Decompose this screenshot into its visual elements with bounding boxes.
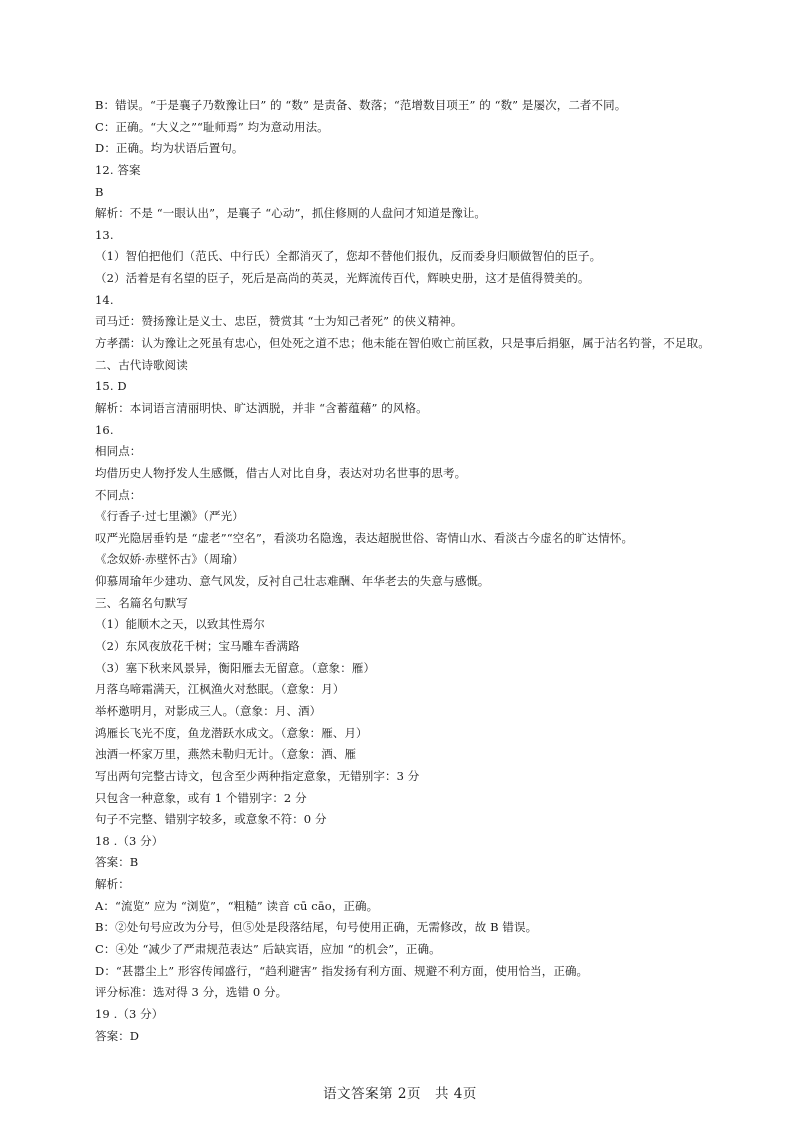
text-line: 解析： — [95, 877, 130, 892]
text-line: 月落乌啼霜满天，江枫渔火对愁眠。（意象：月） — [95, 682, 345, 697]
text-line: 18 .（3 分） — [95, 833, 164, 848]
text-line: 14. — [95, 292, 114, 307]
text-line: D：“甚嚣尘上” 形容传闻盛行，“趋利避害” 指发扬有利方面、规避不利方面，使用恰当，正确。 — [95, 963, 589, 978]
text-line: 只包含一种意象，或有 1 个错别字：2 分 — [95, 790, 307, 805]
text-line: D：正确。均为状语后置句。 — [95, 141, 244, 156]
text-line: 二、古代诗歌阅读 — [95, 357, 188, 372]
text-line: B：错误。“于是襄子乃数豫让曰” 的 “数” 是责备、数落；“范增数目项王” 的 “数” 是屡次，二者不同。 — [95, 98, 627, 112]
text-line: 叹严光隐居垂钓是 “虚老”“空名”，看淡功名隐逸，表达超脱世俗、寄情山水、看淡古今虚名的旷达情怀。 — [95, 530, 634, 545]
text-line: 答案：B — [95, 855, 139, 870]
text-line: 方孝孺：认为豫让之死虽有忠心，但处死之道不忠；他未能在智伯败亡前匡救，只是事后捐躯，属于沽名钓誉，不足取。 — [95, 336, 710, 351]
text-line: B：②处句号应改为分号，但⑤处是段落结尾，句号使用正确，无需修改，故 B 错误。 — [95, 920, 538, 935]
text-line: 三、名篇名句默写 — [95, 595, 188, 610]
text-line: （2）活着是有名望的臣子，死后是高尚的英灵，光辉流传百代，辉映史册，这才是值得赞美的。 — [95, 271, 590, 286]
text-line: 16. — [95, 422, 114, 437]
text-line: 答案：D — [95, 1028, 140, 1043]
text-line: B — [95, 184, 104, 199]
text-line: 12. 答案 — [95, 162, 141, 177]
text-line: 司马迁：赞扬豫让是义士、忠臣，赞赏其 “士为知己者死” 的侠义精神。 — [95, 314, 463, 329]
text-line: 鸿雁长飞光不度，鱼龙潜跃水成文。（意象：雁、月） — [95, 725, 368, 740]
text-line: 《念奴娇·赤壁怀古》（周瑜） — [95, 552, 244, 567]
text-line: C：④处 “减少了严肃规范表达” 后缺宾语，应加 “的机会”，正确。 — [95, 941, 441, 956]
answer-content — [95, 95, 735, 1047]
text-line: （1）能顺木之天，以致其性焉尔 — [95, 617, 265, 632]
text-line: 举杯邀明月，对影成三人。（意象：月、酒） — [95, 703, 322, 718]
page-footer: 语文答案第 2页 共 4页 — [323, 1086, 477, 1102]
text-line: （1）智伯把他们（范氏、中行氏）全都消灭了，您却不替他们报仇，反而委身归顺做智伯的臣子。 — [95, 249, 602, 264]
text-line: （3）塞下秋来风景异，衡阳雁去无留意。（意象：雁） — [95, 660, 376, 675]
text-line: 写出两句完整古诗文，包含至少两种指定意象，无错别字：3 分 — [95, 768, 420, 783]
text-line: 解析：不是 “一眼认出”，是襄子 “心动”，抓住修厕的人盘问才知道是豫让。 — [95, 206, 487, 221]
text-line: 句子不完整、错别字较多，或意象不符：0 分 — [95, 812, 327, 827]
text-line: 19 .（3 分） — [95, 1006, 164, 1021]
text-line: 13. — [95, 227, 114, 242]
text-line: 仰慕周瑜年少建功、意气风发，反衬自己壮志难酬、年华老去的失意与感慨。 — [95, 574, 490, 589]
text-line: 均借历史人物抒发人生感慨，借古人对比自身，表达对功名世事的思考。 — [95, 465, 467, 480]
text-line: 浊酒一杯家万里，燕然未勒归无计。（意象：酒、雁 — [95, 747, 357, 762]
text-line: 解析：本词语言清丽明快、旷达洒脱，并非 “含蓄蕴藉” 的风格。 — [95, 400, 428, 415]
text-line: （2）东风夜放花千树；宝马雕车香满路 — [95, 639, 300, 654]
text-line: 15. D — [95, 379, 127, 394]
text-line: 评分标准：选对得 3 分，选错 0 分。 — [95, 985, 288, 1000]
text-line: 《行香子·过七里濑》（严光） — [95, 509, 244, 524]
text-line: 不同点： — [95, 487, 142, 502]
text-line: C：正确。“大义之”“耻师焉” 均为意动用法。 — [95, 119, 329, 134]
text-line: A：“流览” 应为 “浏览”，“粗糙” 读音 cū cāo，正确。 — [95, 898, 379, 913]
text-line: 相同点： — [95, 444, 142, 459]
